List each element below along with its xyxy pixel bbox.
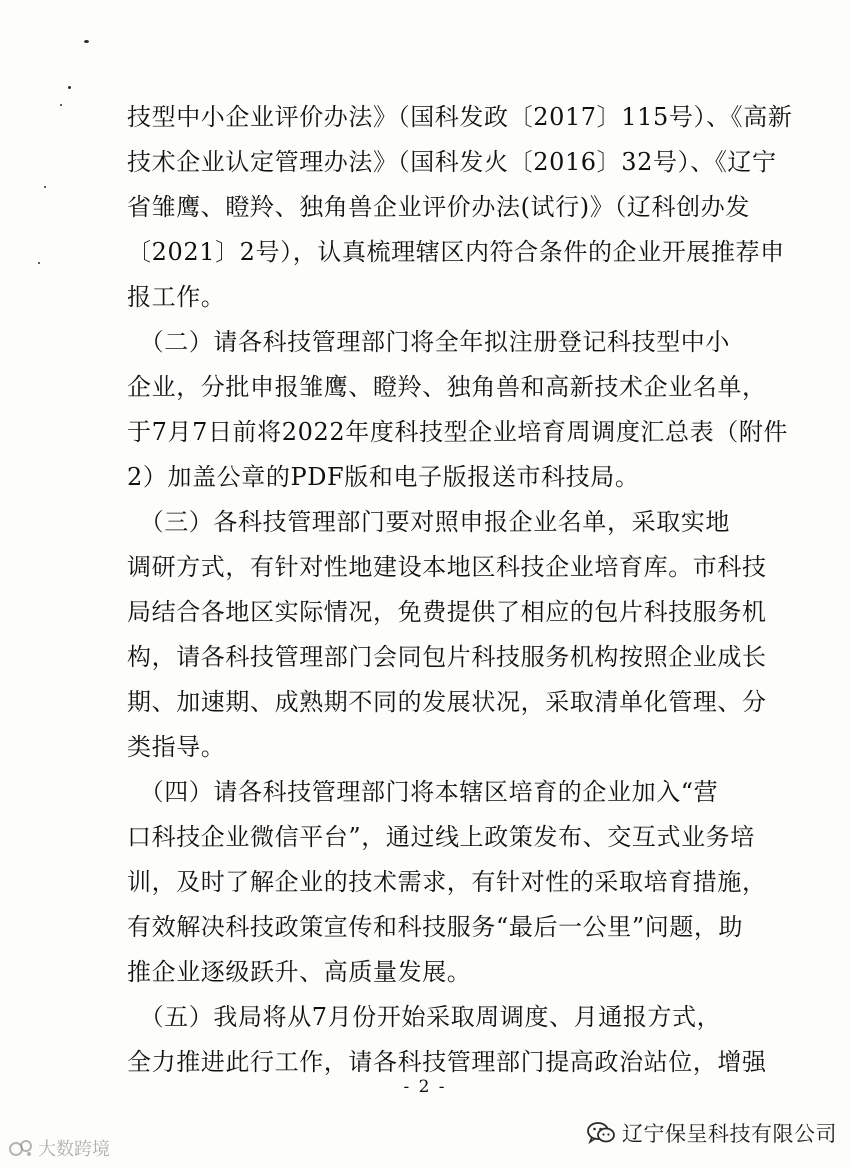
- text-line: 技型中小企业评价办法》（国科发政〔2017〕115号）、《高新: [127, 103, 793, 131]
- watermark-right: [586, 1118, 837, 1148]
- text-line: 技术企业认定管理办法》（国科发火〔2016〕32号）、《辽宁: [127, 148, 777, 176]
- text-line: 企业，分批申报雏鹰、瞪羚、独角兽和高新技术企业名单，: [127, 373, 767, 401]
- wechat-icon: [586, 1120, 616, 1146]
- watermark-left: [8, 1135, 110, 1161]
- text-line: 口科技企业微信平台”，通过线上政策发布、交互式业务培: [127, 823, 755, 851]
- text-line: （三）各科技管理部门要对照申报企业名单，采取实地: [127, 508, 730, 536]
- text-line: 局结合各地区实际情况，免费提供了相应的包片科技服务机: [127, 598, 767, 626]
- text-line: 调研方式，有针对性地建设本地区科技企业培育库。市科技: [127, 553, 767, 581]
- scan-speck: [68, 86, 71, 89]
- logo-icon: [8, 1137, 34, 1159]
- text-line: 推企业逐级跃升、高质量发展。: [127, 958, 472, 986]
- text-line: 2）加盖公章的PDF版和电子版报送市科技局。: [127, 463, 640, 491]
- text-line: 省雏鹰、瞪羚、独角兽企业评价办法(试行)》（辽科创办发: [127, 193, 750, 221]
- text-line: 〔2021〕2号），认真梳理辖区内符合条件的企业开展推荐申: [127, 238, 785, 266]
- scan-speck: [38, 262, 40, 264]
- text-line: （五）我局将从7月份开始采取周调度、月通报方式，: [127, 1003, 722, 1031]
- text-line: 训，及时了解企业的技术需求，有针对性的采取培育措施，: [127, 868, 767, 896]
- text-line: 构，请各科技管理部门会同包片科技服务机构按照企业成长: [127, 643, 767, 671]
- watermark-left-text: 大数跨境: [38, 1139, 110, 1160]
- text-line: 报工作。: [127, 283, 226, 311]
- scan-speck: [44, 186, 46, 188]
- text-line: 于7月7日前将2022年度科技型企业培育周调度汇总表（附件: [127, 418, 789, 446]
- page-number: - 2 -: [403, 1077, 447, 1097]
- text-line: （四）请各科技管理部门将本辖区培育的企业加入“营: [127, 778, 719, 806]
- scan-speck: [60, 104, 62, 106]
- text-line: 期、加速期、成熟期不同的发展状况，采取清单化管理、分: [127, 688, 767, 716]
- text-line: 全力推进此行工作，请各科技管理部门提高政治站位，增强: [127, 1048, 767, 1076]
- scan-speck: [84, 40, 89, 43]
- text-line: （二）请各科技管理部门将全年拟注册登记科技型中小: [127, 328, 730, 356]
- watermark-right-text: 辽宁保呈科技有限公司: [622, 1122, 837, 1146]
- text-line: 有效解决科技政策宣传和科技服务“最后一公里”问题，助: [127, 913, 744, 941]
- text-line: 类指导。: [127, 733, 226, 761]
